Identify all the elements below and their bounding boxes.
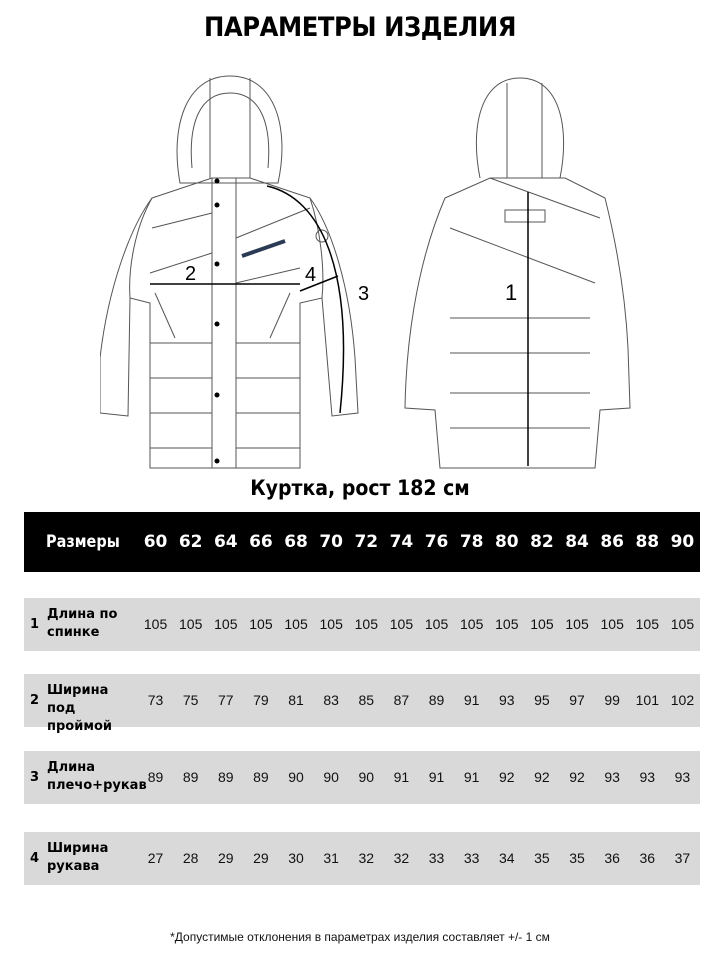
table-row (24, 674, 700, 734)
cell: 34 (499, 850, 515, 866)
cell: 90 (323, 769, 339, 785)
cell: 93 (639, 769, 656, 785)
cell: 101 (635, 692, 659, 708)
jacket-back-drawing (405, 78, 630, 468)
cell: 33 (463, 850, 480, 866)
cell: 85 (358, 692, 375, 708)
row-number: 4 (30, 851, 40, 866)
cell: 77 (218, 692, 234, 708)
cell: 105 (565, 616, 589, 632)
cell: 29 (218, 850, 234, 866)
cell: 30 (288, 850, 304, 866)
row-number: 2 (30, 693, 40, 708)
cell: 33 (428, 850, 445, 866)
cell: 105 (389, 616, 414, 632)
table-row (24, 751, 700, 804)
cell: 31 (323, 850, 339, 866)
size-col: 78 (459, 532, 484, 552)
cell: 105 (460, 616, 484, 632)
cell: 27 (147, 850, 164, 866)
cell: 32 (393, 850, 410, 866)
size-col: 62 (178, 532, 203, 552)
jacket-illustration (100, 68, 660, 478)
cell: 32 (358, 850, 375, 866)
cell: 105 (530, 616, 554, 632)
cell: 87 (393, 692, 410, 708)
cell: 93 (499, 692, 515, 708)
cell: 90 (288, 769, 304, 785)
row-label: Длина по спинке (47, 607, 118, 640)
cell: 89 (218, 769, 234, 785)
cell: 36 (639, 850, 656, 866)
cell: 99 (604, 692, 620, 708)
size-col: 80 (494, 532, 519, 552)
cell: 29 (253, 850, 269, 866)
size-col: 68 (284, 532, 308, 552)
cell: 89 (182, 769, 199, 785)
cell: 105 (284, 616, 308, 632)
cell: 95 (534, 692, 550, 708)
size-col: 72 (354, 532, 379, 552)
cell: 92 (499, 769, 515, 785)
cell: 75 (182, 692, 199, 708)
cell: 35 (534, 850, 550, 866)
size-col: 64 (213, 532, 238, 552)
cell: 89 (147, 769, 164, 785)
measure-label-1: 1 (505, 280, 518, 305)
cell: 79 (253, 692, 269, 708)
size-col: 90 (670, 532, 695, 552)
cell: 105 (214, 616, 238, 632)
cell: 105 (249, 616, 273, 632)
cell: 105 (424, 616, 449, 632)
cell: 105 (179, 616, 203, 632)
cell: 93 (674, 769, 691, 785)
size-col: 66 (249, 532, 273, 552)
cell: 90 (358, 769, 375, 785)
cell: 97 (569, 692, 585, 708)
cell: 105 (670, 616, 695, 632)
size-col: 70 (319, 532, 344, 552)
size-col: 76 (424, 532, 449, 552)
row-number: 3 (30, 770, 40, 785)
table-row (24, 832, 700, 885)
cell: 91 (428, 769, 445, 785)
cell: 91 (393, 769, 410, 785)
placket-snaps (215, 179, 220, 464)
cell: 93 (604, 769, 620, 785)
measure-label-2: 2 (185, 263, 197, 285)
size-col: 74 (389, 532, 414, 552)
cell: 105 (354, 616, 378, 632)
sizes-header-label: Размеры (46, 532, 120, 552)
cell: 81 (288, 692, 304, 708)
row-label: Ширина под проймой (47, 683, 112, 734)
cell: 35 (569, 850, 585, 866)
cell: 89 (428, 692, 445, 708)
row-number: 1 (30, 617, 40, 632)
size-col: 86 (600, 532, 625, 552)
size-col: 88 (635, 532, 660, 552)
table-row (24, 598, 700, 651)
row-label: Длина плечо+рукав (47, 760, 147, 793)
measure-label-4: 4 (305, 264, 317, 286)
size-col: 82 (530, 532, 554, 552)
cell: 36 (604, 850, 620, 866)
product-subtitle: Куртка, рост 182 см (250, 476, 470, 500)
cell: 105 (600, 616, 624, 632)
cell: 73 (147, 692, 164, 708)
cell: 91 (463, 769, 480, 785)
chest-zip-pocket (242, 241, 285, 256)
cell: 91 (463, 692, 480, 708)
row-label: Ширина рукава (47, 841, 109, 874)
cell: 102 (670, 692, 695, 708)
cell: 92 (534, 769, 550, 785)
size-col: 84 (565, 532, 589, 552)
cell: 83 (323, 692, 339, 708)
cell: 37 (674, 850, 691, 866)
size-col: 60 (143, 532, 168, 552)
cell: 105 (143, 616, 168, 632)
tolerance-footnote: *Допустимые отклонения в параметрах изделия составляет +/- 1 см (170, 930, 550, 944)
cell: 89 (253, 769, 269, 785)
measure-label-3: 3 (358, 283, 370, 305)
cell: 28 (182, 850, 199, 866)
size-table-header (24, 512, 700, 572)
cell: 105 (495, 616, 519, 632)
cell: 105 (319, 616, 343, 632)
page-title: ПАРАМЕТРЫ ИЗДЕЛИЯ (204, 12, 516, 43)
cell: 105 (635, 616, 659, 632)
jacket-front-drawing (100, 76, 358, 468)
cell: 92 (569, 769, 585, 785)
